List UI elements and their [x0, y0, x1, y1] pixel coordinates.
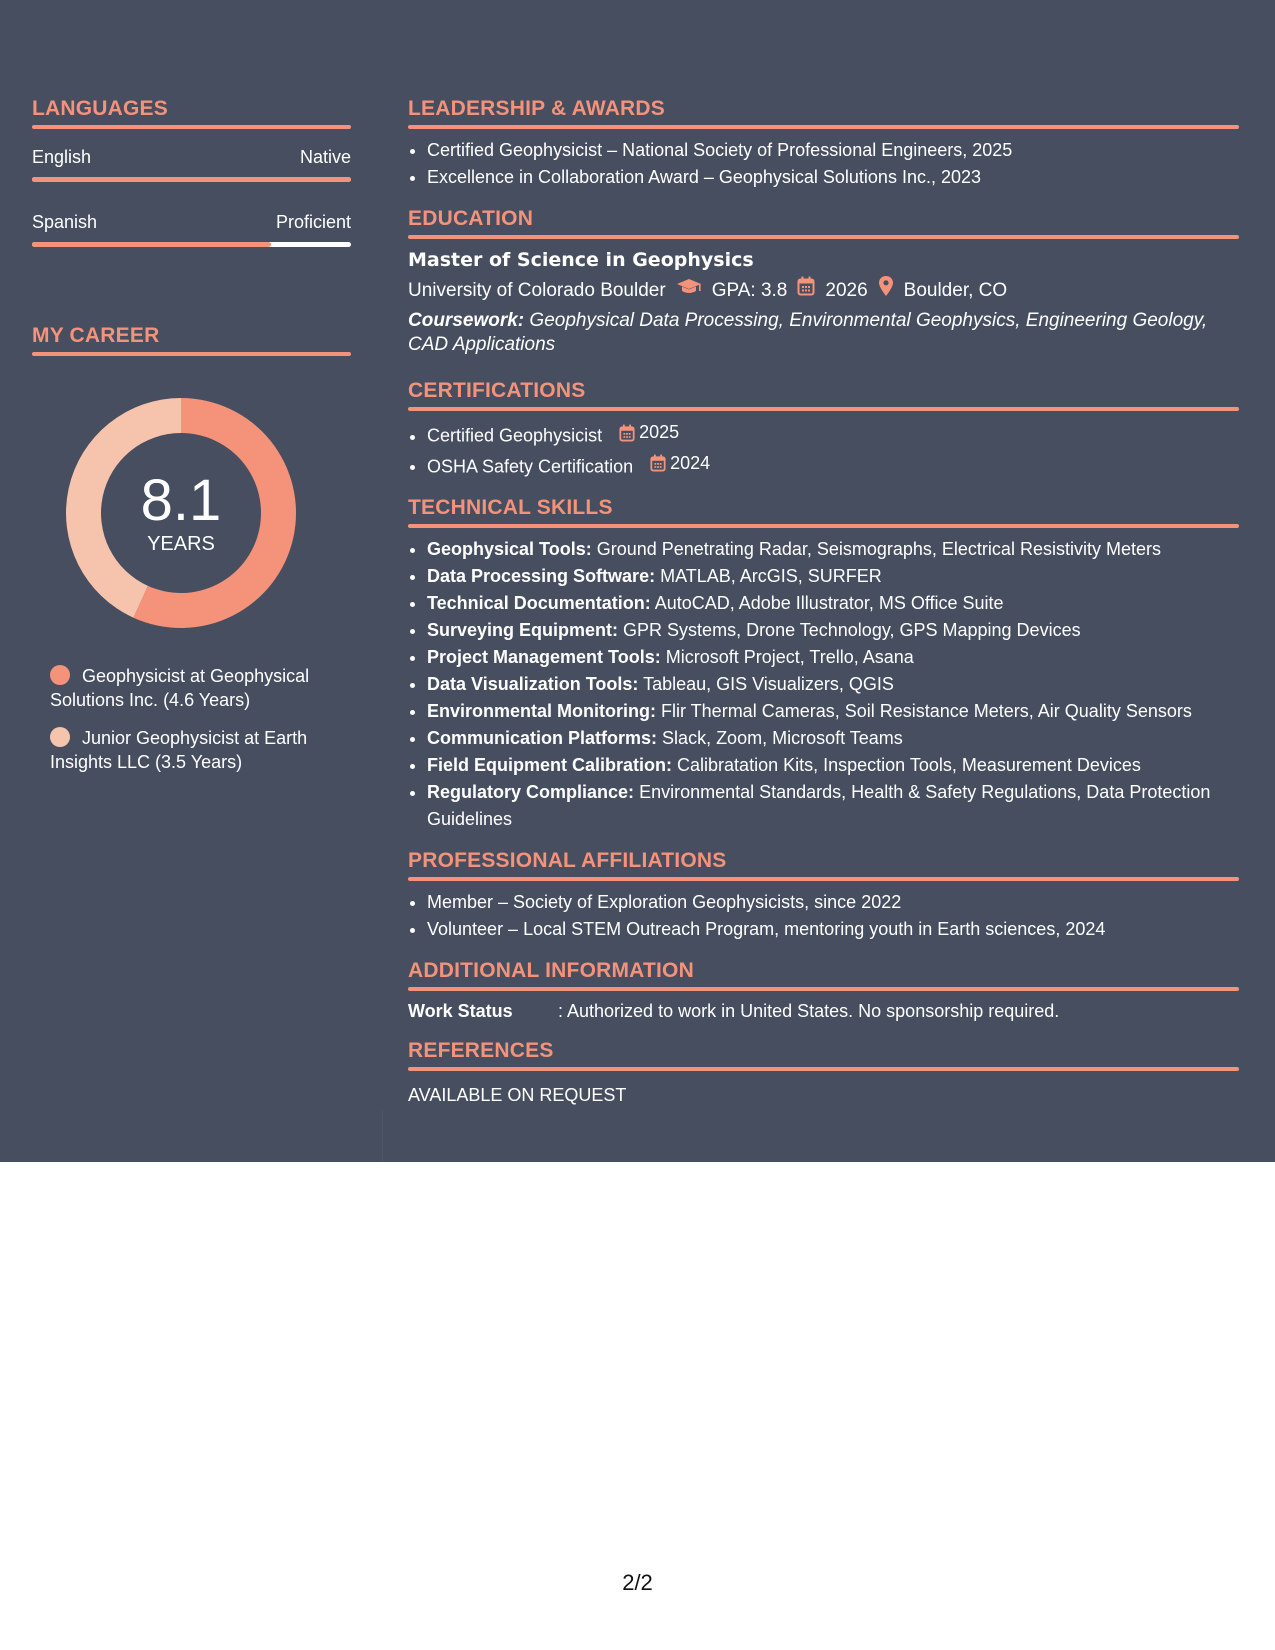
certifications-list	[408, 419, 1239, 480]
legend-label: Geophysicist at Geophysical Solutions Inc. (4.6 Years)	[50, 666, 310, 710]
total-years-value: 8.1	[140, 468, 222, 533]
total-years-unit: YEARS	[147, 533, 215, 555]
list-item	[427, 590, 1239, 617]
section-rule	[408, 125, 1239, 129]
work-status-value: : Authorized to work in United States. No sponsorship required.	[558, 1001, 1060, 1021]
language-level-bar	[32, 177, 351, 182]
coursework-list: Geophysical Data Processing, Environmental Geophysics, Engineering Geology, CAD Applications	[408, 310, 1208, 355]
language-name: Spanish	[32, 212, 98, 232]
section-rule	[408, 235, 1239, 239]
graduation-cap-icon	[676, 276, 702, 306]
section-rule	[408, 407, 1239, 411]
certification-date	[650, 450, 710, 477]
skill-category: Environmental Monitoring:	[427, 701, 656, 721]
calendar-icon	[797, 276, 815, 306]
leadership-title: LEADERSHIP & AWARDS	[408, 97, 665, 120]
languages-section	[32, 95, 351, 247]
languages-title: LANGUAGES	[32, 97, 168, 120]
school-location: Boulder, CO	[903, 280, 1008, 301]
section-rule	[408, 877, 1239, 881]
affiliations-title: PROFESSIONAL AFFILIATIONS	[408, 849, 727, 872]
coursework-label: Coursework:	[408, 310, 525, 331]
list-item	[427, 644, 1239, 671]
calendar-icon	[619, 424, 635, 442]
language-level: Native	[299, 147, 351, 167]
skill-values: Microsoft Project, Trello, Asana	[665, 647, 914, 667]
page-number: 2/2	[622, 1570, 653, 1595]
language-name: English	[32, 147, 92, 167]
certification-year: 2025	[639, 422, 680, 442]
education-section	[408, 205, 1239, 357]
career-title: MY CAREER	[32, 324, 160, 347]
certification-name: OSHA Safety Certification	[427, 456, 634, 476]
skill-values: MATLAB, ArcGIS, SURFER	[660, 566, 882, 586]
skill-category: Regulatory Compliance:	[427, 782, 635, 802]
certification-name: Certified Geophysicist	[427, 425, 603, 446]
language-item	[32, 210, 351, 247]
gpa: GPA: 3.8	[711, 280, 788, 301]
section-rule	[408, 524, 1239, 528]
work-status-label: Work Status	[408, 1001, 513, 1021]
leadership-list	[408, 137, 1239, 191]
affiliations-list	[408, 889, 1239, 943]
skill-category: Data Visualization Tools:	[427, 674, 639, 694]
skill-category: Project Management Tools:	[427, 647, 661, 667]
legend-label: Junior Geophysicist at Earth Insights LLC (3.5 Years)	[50, 728, 308, 772]
right-column	[408, 95, 1239, 1121]
career-donut-chart	[66, 398, 296, 628]
school-name: University of Colorado Boulder	[408, 280, 666, 301]
additional-info-section	[408, 957, 1239, 1023]
education-title: EDUCATION	[408, 207, 534, 230]
list-item	[427, 671, 1239, 698]
list-item	[427, 536, 1239, 563]
references-section	[408, 1037, 1239, 1107]
degree-title: Master of Science in Geophysics	[408, 249, 754, 271]
skill-values: Environmental Standards, Health & Safety Regulations, Data Protection Guidelines	[427, 782, 1211, 829]
language-level-fill	[32, 242, 271, 247]
section-rule	[32, 352, 351, 356]
leadership-section	[408, 95, 1239, 191]
location-pin-icon	[878, 275, 894, 307]
section-rule	[408, 987, 1239, 991]
left-column	[32, 95, 351, 788]
list-item: • Member – Society of Exploration Geophysicists, since 2022	[427, 889, 1239, 916]
work-status-row	[408, 999, 1239, 1023]
list-item	[427, 752, 1239, 779]
donut-center	[66, 398, 296, 628]
language-item	[32, 145, 351, 182]
skill-category: Field Equipment Calibration:	[427, 755, 673, 775]
skill-values: Tableau, GIS Visualizers, QGIS	[643, 674, 894, 694]
legend-item	[50, 664, 330, 712]
career-section	[32, 322, 351, 774]
skills-section	[408, 494, 1239, 833]
skill-values: Ground Penetrating Radar, Seismographs, Electrical Resistivity Meters	[596, 539, 1161, 559]
list-item	[427, 698, 1239, 725]
legend-dot-icon	[50, 727, 70, 747]
section-rule	[32, 125, 351, 129]
section-rule	[408, 1067, 1239, 1071]
skills-list	[408, 536, 1239, 833]
certification-date	[619, 419, 679, 446]
list-item: • Excellence in Collaboration Award – Geophysical Solutions Inc., 2023	[427, 164, 1239, 191]
certifications-section	[408, 377, 1239, 480]
career-legend	[50, 664, 351, 774]
additional-info-title: ADDITIONAL INFORMATION	[408, 959, 694, 982]
certification-year: 2024	[670, 452, 711, 473]
skill-category: Surveying Equipment:	[427, 620, 619, 640]
legend-item	[50, 726, 330, 774]
affiliations-section	[408, 847, 1239, 943]
skill-values: Flir Thermal Cameras, Soil Resistance Meters, Air Quality Sensors	[661, 701, 1192, 721]
list-item	[427, 725, 1239, 752]
list-item	[427, 779, 1239, 833]
skill-values: Calibratation Kits, Inspection Tools, Measurement Devices	[677, 755, 1141, 775]
list-item	[427, 617, 1239, 644]
skills-title: TECHNICAL SKILLS	[408, 496, 613, 519]
references-text: AVAILABLE ON REQUEST	[408, 1085, 627, 1105]
list-item	[427, 419, 1239, 450]
skill-category: Communication Platforms:	[427, 728, 658, 748]
skill-category: Geophysical Tools:	[427, 539, 592, 559]
skill-values: Slack, Zoom, Microsoft Teams	[662, 728, 903, 748]
skill-category: Technical Documentation:	[427, 593, 651, 613]
calendar-icon	[650, 454, 666, 472]
language-level-bar	[32, 242, 351, 247]
coursework	[408, 309, 1239, 357]
list-item	[427, 450, 1239, 481]
education-meta	[408, 275, 1239, 307]
language-level: Proficient	[275, 212, 351, 232]
column-divider	[382, 1110, 383, 1162]
certifications-title: CERTIFICATIONS	[408, 379, 586, 402]
language-level-fill	[32, 177, 351, 182]
skill-category: Data Processing Software:	[427, 566, 656, 586]
graduation-year: 2026	[825, 280, 868, 301]
skill-values: AutoCAD, Adobe Illustrator, MS Office Suite	[654, 593, 1004, 613]
skill-values: GPR Systems, Drone Technology, GPS Mapping Devices	[623, 620, 1081, 640]
legend-dot-icon	[50, 665, 70, 685]
list-item	[427, 563, 1239, 590]
references-title: REFERENCES	[408, 1039, 554, 1062]
list-item: • Certified Geophysicist – National Society of Professional Engineers, 2025	[427, 137, 1239, 164]
list-item: • Volunteer – Local STEM Outreach Program, mentoring youth in Earth sciences, 2024	[427, 916, 1239, 943]
